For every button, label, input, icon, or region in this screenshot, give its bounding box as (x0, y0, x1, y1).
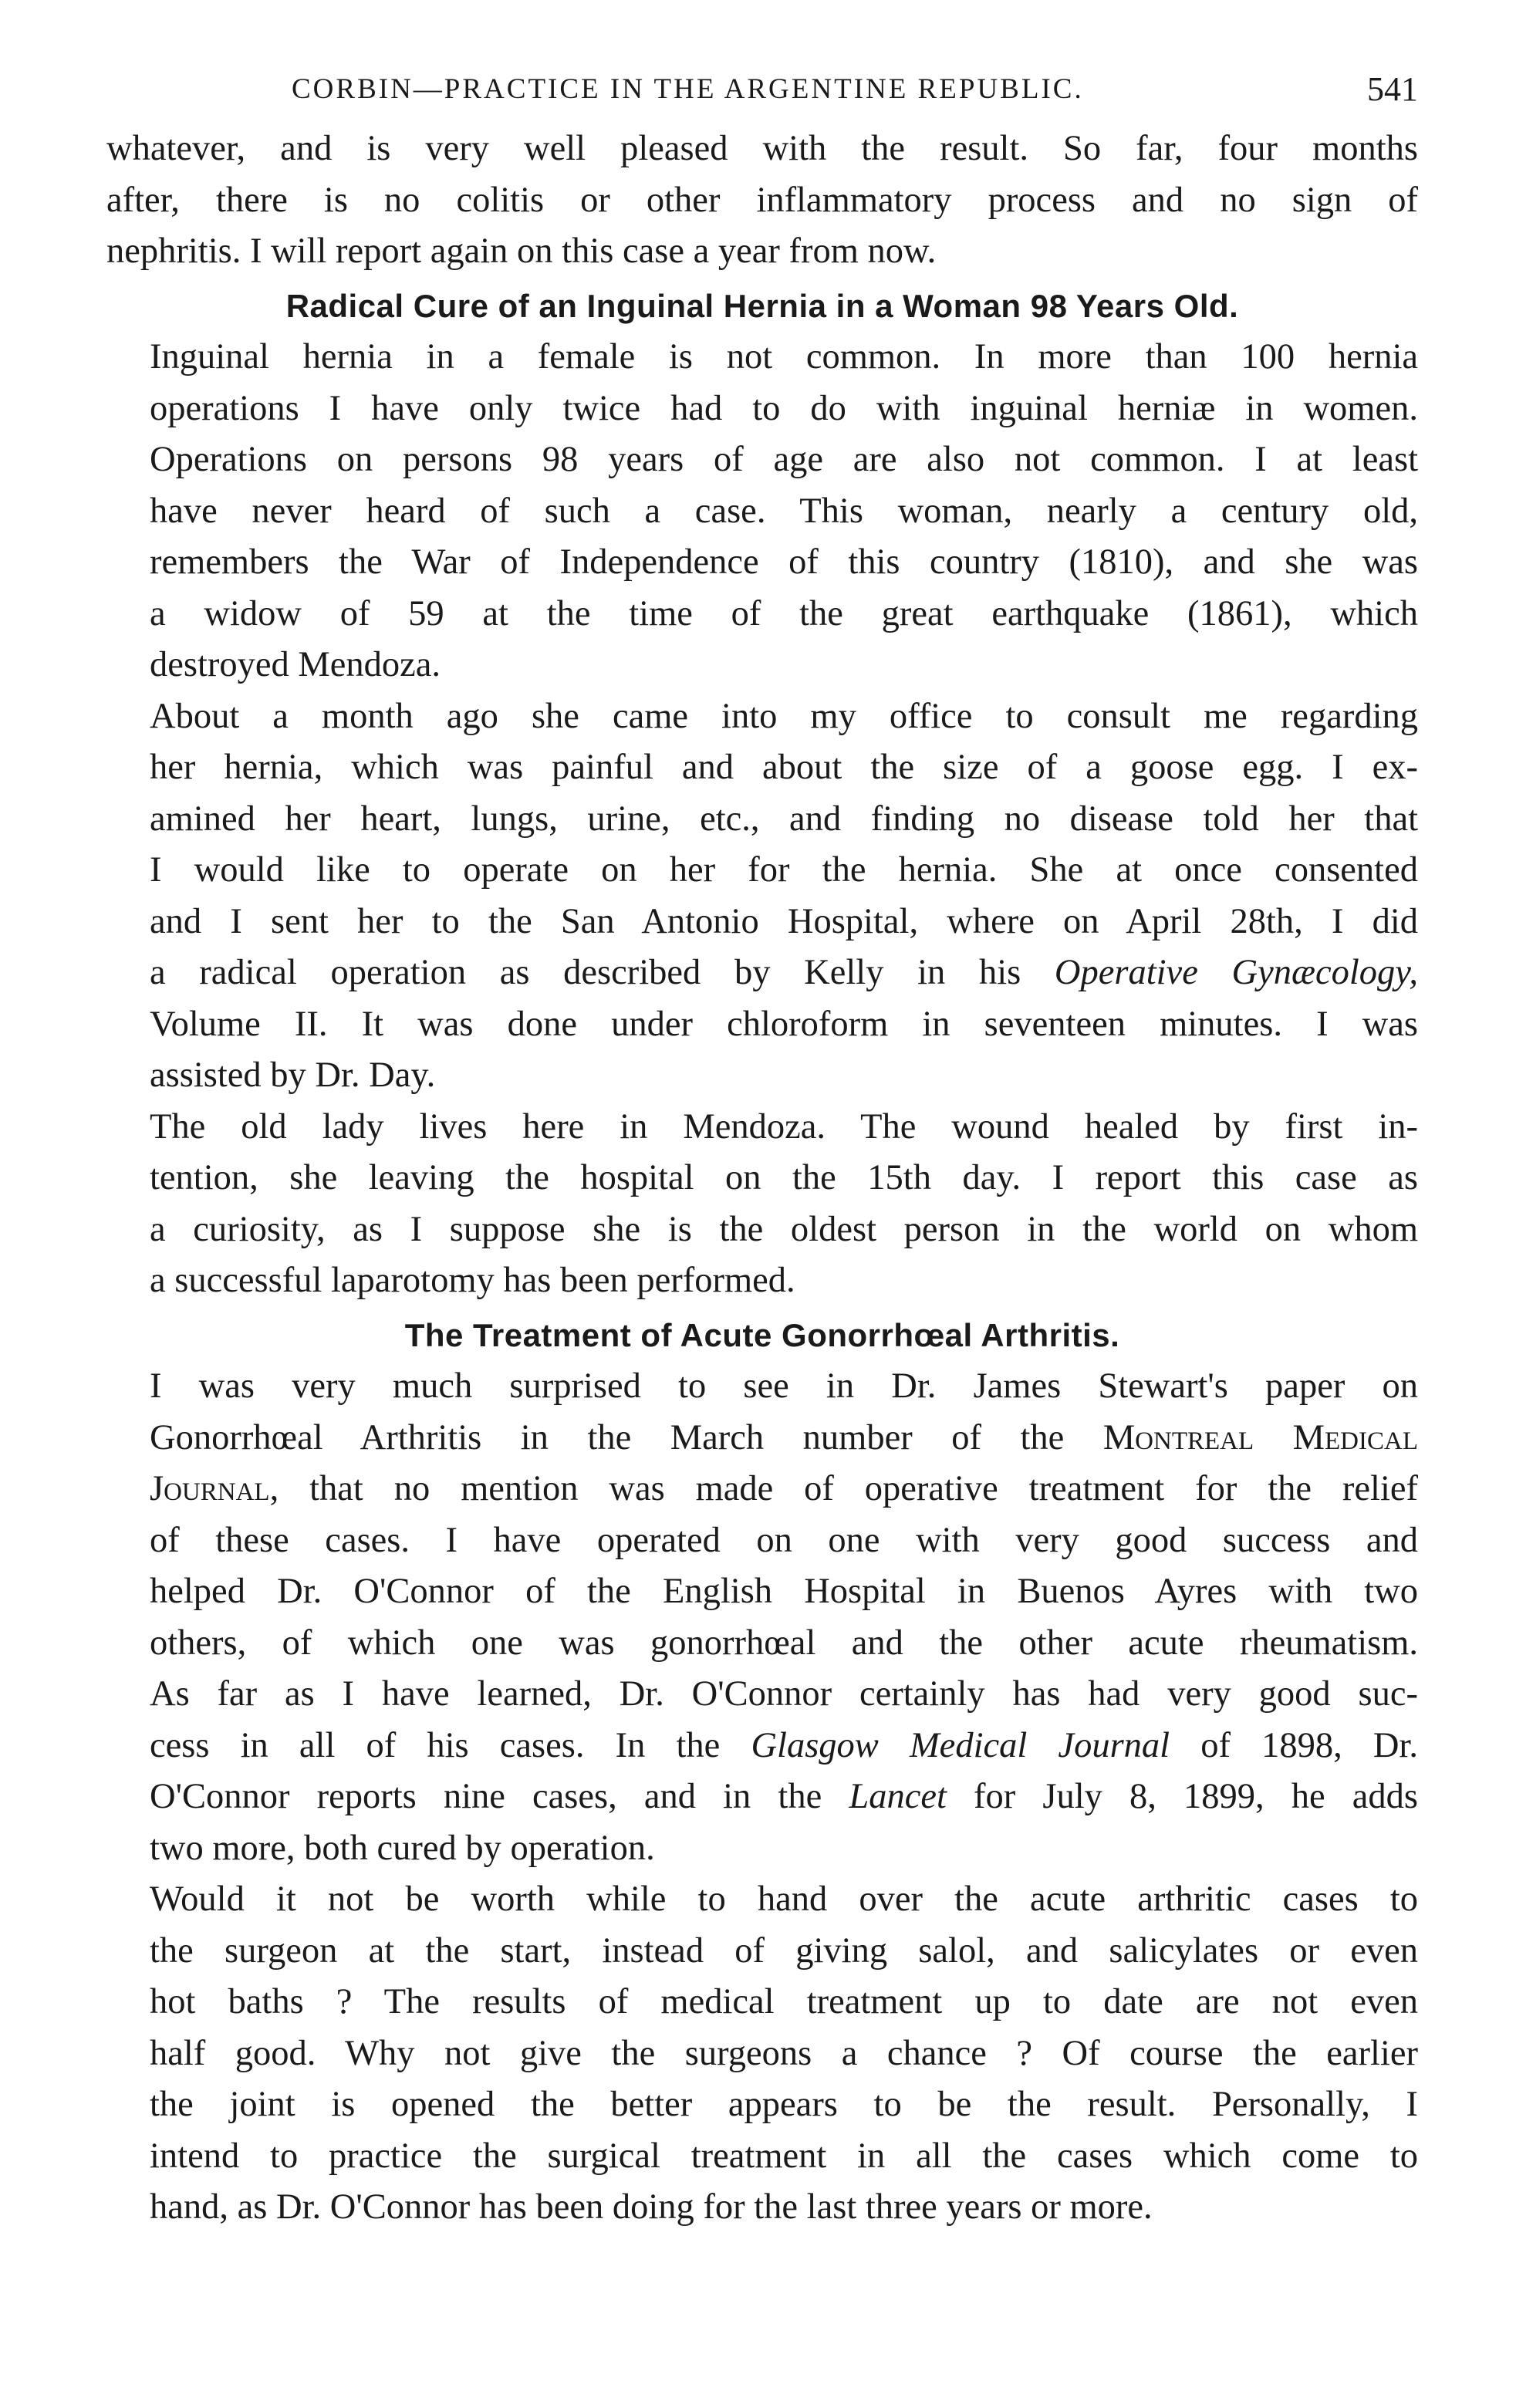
text-line: her hernia, which was painful and about the size of a goose egg. I ex- (150, 748, 1418, 787)
text-line: Would it not be worth while to hand over the acute arthritic cases to (150, 1879, 1418, 1919)
text-line: have never heard of such a case. This woman, nearly a century old, (150, 491, 1418, 531)
text-line: after, there is no colitis or other inflammatory process and no sign of (106, 180, 1418, 220)
text-line: helped Dr. O'Connor of the English Hospital in Buenos Ayres with two (150, 1572, 1418, 1611)
paragraph-hernia-outcome (106, 1102, 1418, 1307)
text-line: Operations on persons 98 years of age are also not common. I at least (150, 440, 1418, 479)
text-line: I was very much surprised to see in Dr. James Stewart's paper on (150, 1366, 1418, 1406)
text-run: O'Connor reports nine cases, and in the (150, 1777, 849, 1816)
text-line: Inguinal hernia in a female is not common. In more than 100 hernia (150, 337, 1418, 377)
text-line (106, 1721, 1418, 1772)
text-line: whatever, and is very well pleased with the result. So far, four months (106, 129, 1418, 168)
running-header (106, 69, 1418, 123)
book-title: Operative Gynæcology, (1054, 953, 1418, 992)
text-line: a widow of 59 at the time of the great earthquake (1861), which (150, 593, 1418, 633)
text-line: tention, she leaving the hospital on the 15th day. I report this case as (150, 1158, 1418, 1197)
text-line: I would like to operate on her for the hernia. She at once consented (150, 850, 1418, 890)
text-line: remembers the War of Independence of this country (1810), and she was (150, 542, 1418, 582)
text-line: Volume II. It was done under chloroform in seventeen minutes. I was (150, 1004, 1418, 1044)
text-run: a radical operation as described by Kelly in his (150, 953, 1055, 992)
paragraph-hernia-operation (106, 691, 1418, 1102)
text-line (106, 947, 1418, 999)
running-title: CORBIN—PRACTICE IN THE ARGENTINE REPUBLIC. (292, 73, 1084, 105)
section-heading-hernia: Radical Cure of an Inguinal Hernia in a Woman 98 Years Old. (285, 287, 1239, 324)
text-line: a successful laparotomy has been performed. (150, 1261, 795, 1300)
text-line: hand, as Dr. O'Connor has been doing for the last three years or more. (150, 2187, 1153, 2227)
paragraph-continuation (106, 123, 1418, 278)
text-line: others, of which one was gonorrhœal and the other acute rheumatism. (150, 1623, 1418, 1663)
text-line: the joint is opened the better appears to be the result. Personally, I (150, 2085, 1418, 2124)
text-line: As far as I have learned, Dr. O'Connor certainly has had very good suc- (150, 1674, 1418, 1714)
text-line: intend to practice the surgical treatment in all the cases which come to (150, 2136, 1418, 2176)
paragraph-hernia-intro (106, 332, 1418, 691)
text-line: hot baths ? The results of medical treatment up to date are not even (150, 1982, 1418, 2021)
text-line (106, 1771, 1418, 1823)
section-heading-arthritis: The Treatment of Acute Gonorrhœal Arthritis. (404, 1316, 1120, 1353)
text-line: amined her heart, lungs, urine, etc., and finding no disease told her that (150, 799, 1418, 839)
text-run: of 1898, Dr. (1170, 1725, 1418, 1765)
journal-title: Lancet (849, 1777, 947, 1816)
text-line: and I sent her to the San Antonio Hospital, where on April 28th, I did (150, 901, 1418, 941)
paragraph-arthritis-argument (106, 1874, 1418, 2234)
document-page (106, 69, 1418, 2234)
journal-name: Montreal Medical (1102, 1417, 1419, 1457)
text-line: two more, both cured by operation. (150, 1828, 655, 1868)
journal-name: Journal (150, 1469, 270, 1508)
text-line: assisted by Dr. Day. (150, 1055, 436, 1095)
page-number: 541 (1367, 70, 1418, 108)
text-line: About a month ago she came into my office to consult me regarding (150, 696, 1418, 736)
paragraph-arthritis-intro (106, 1361, 1418, 1874)
journal-title: Glasgow Medical Journal (751, 1725, 1170, 1765)
text-line (106, 1464, 1418, 1515)
text-line: nephritis. I will report again on this case a year from now. (106, 231, 937, 271)
text-run: Gonorrhœal Arthritis in the March number of the (150, 1417, 1103, 1457)
text-run: , that no mention was made of operative treatment for the relief (269, 1469, 1418, 1508)
text-line: operations I have only twice had to do with inguinal herniæ in women. (150, 388, 1418, 428)
text-line: a curiosity, as I suppose she is the oldest person in the world on whom (150, 1209, 1418, 1249)
text-line: the surgeon at the start, instead of giving salol, and salicylates or even (150, 1930, 1418, 1971)
text-line: destroyed Mendoza. (150, 645, 441, 684)
text-run: for July 8, 1899, he adds (946, 1777, 1418, 1816)
text-run: cess in all of his cases. In the (150, 1725, 751, 1765)
text-line: The old lady lives here in Mendoza. The wound healed by first in- (150, 1106, 1418, 1147)
text-line: of these cases. I have operated on one with very good success and (150, 1520, 1418, 1560)
text-line (106, 1413, 1418, 1464)
text-line: half good. Why not give the surgeons a chance ? Of course the earlier (150, 2033, 1418, 2073)
